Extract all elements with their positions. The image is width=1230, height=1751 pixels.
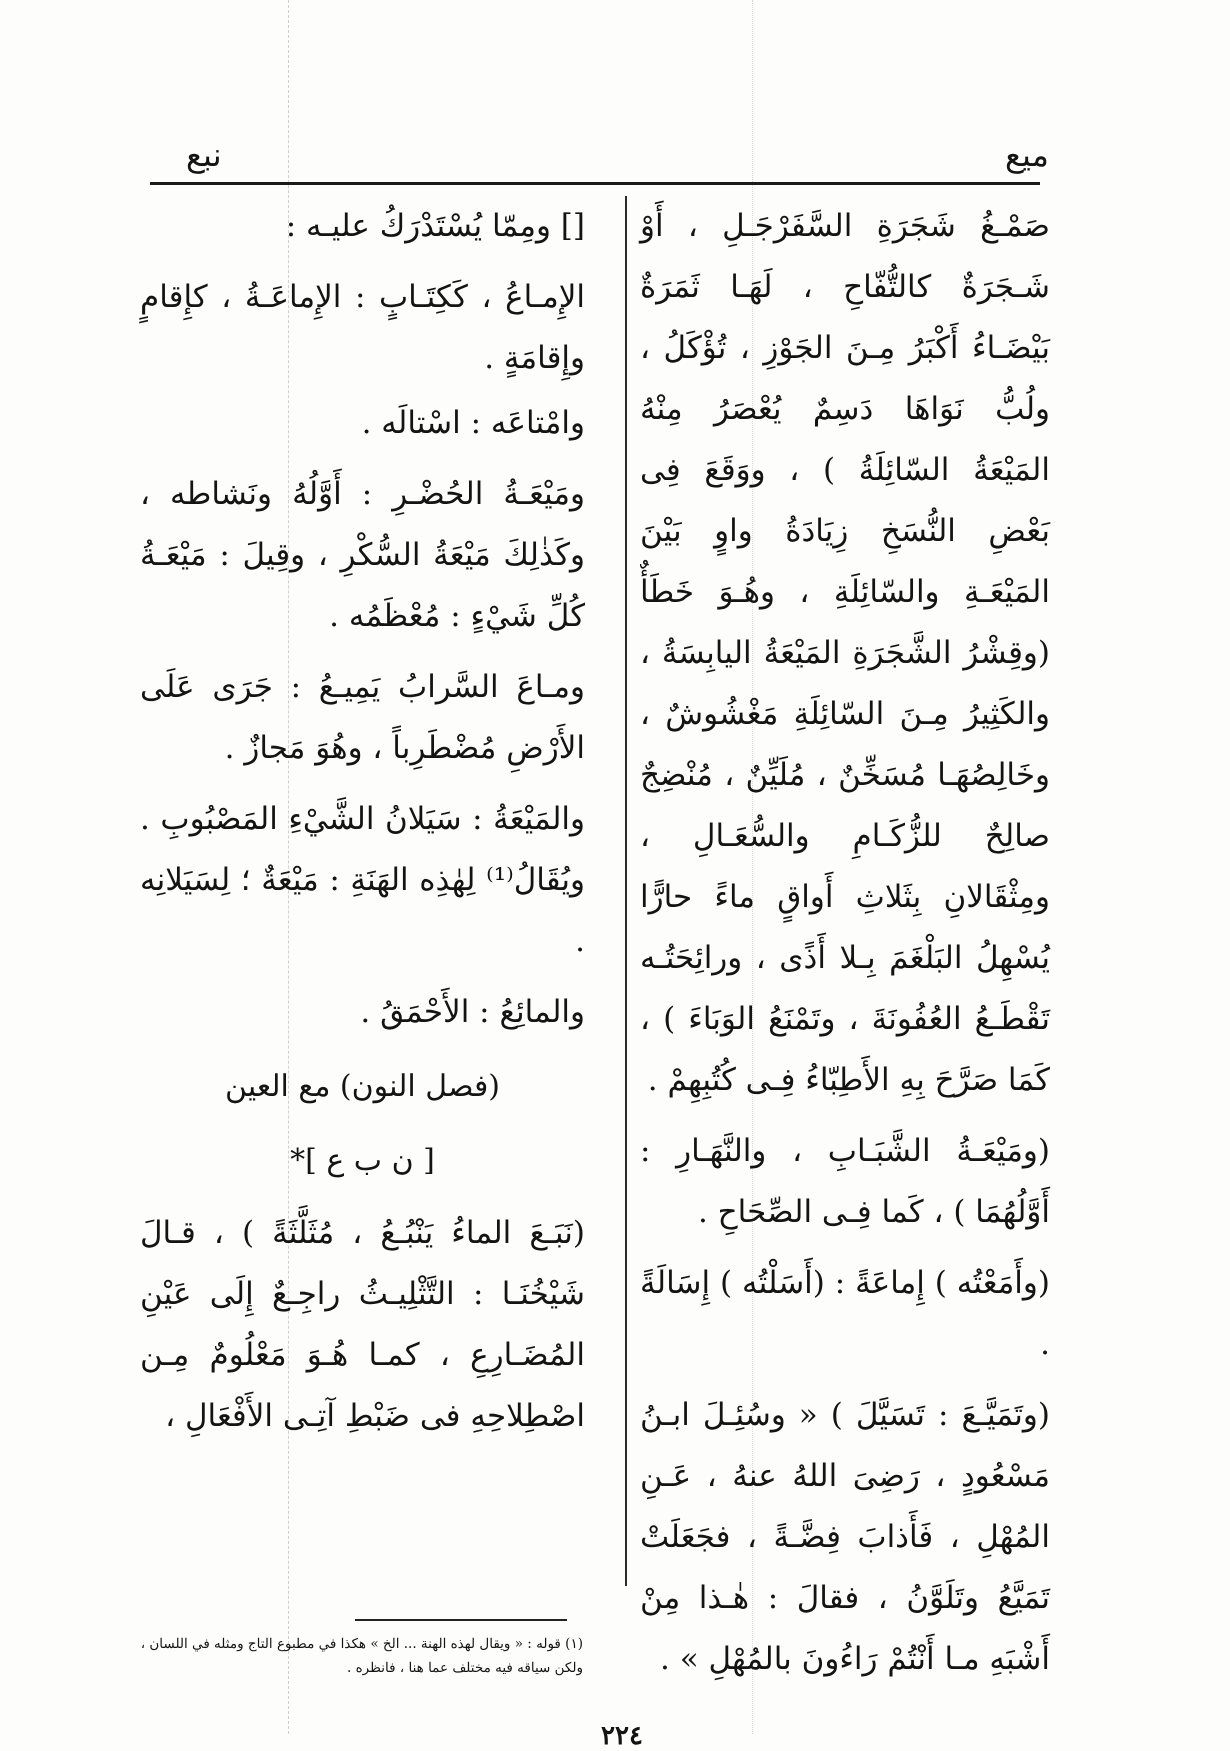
- footnote: (١) قوله : « ويقال لهذه الهنة ... الخ » هكذا في مطبوع التاج ومثله في اللسان ، ولكن سياقه فيه مختلف عما هنا ، فانظره .: [140, 1636, 583, 1676]
- entry-paragraph: وامْتاعَه : اسْتالَه .: [361, 405, 585, 441]
- left-column: [140, 196, 585, 1451]
- right-column: [640, 196, 1050, 1694]
- entry-paragraph: (وأَمَعْتُه ) إِماعَةً : (أَسَلْتُه ) إِسَالَةً .: [640, 1265, 1050, 1362]
- entry-paragraph: (ومَيْعَـةُ الشَّبَـابِ ، والنَّهَـارِ : أَوَّلُهُمَا ) ، كَما فِـى الصِّحَاحِ .: [640, 1133, 1050, 1230]
- addendum-intro: [] ومِمّا يُسْتَدْرَكُ عليـه :: [285, 208, 585, 244]
- running-head-left: نبع: [186, 136, 222, 174]
- entry-paragraph: صَمْـغُ شَجَرَةِ السَّفَرْجَـلِ ، أَوْ شَـجَرَةٌ كالتُّفّاحِ ، لَهَـا ثَمَرَةٌ بَيْضَـاءُ أَكْبَرُ مِـنَ الجَوْزِ ، تُؤْكَلُ ، ولُبُّ نَوَاهَا دَسِمٌ يُعْصَرُ مِنْهُ المَيْعَةُ السّائِلَةُ ) ، ووَقَعَ فِى بَعْضِ النُّسَخِ زِيَادَةُ واوٍ بَيْنَ المَيْعَـةِ والسّائِلَةِ ، وهُـوَ خَطَأٌ (وقِشْرُ الشَّجَرَةِ المَيْعَةُ اليابِسَةُ ، والكَثِيرُ مِـنَ السّائِلَةِ مَغْشُوشٌ ، وخَالِصُهَـا مُسَخِّنٌ ، مُلَيِّنٌ ، مُنْضِجٌ صالِحٌ للزُّكَـامِ والسُّعَـالِ ، ومِثْقَالانِ بِثَلاثِ أَواقٍ ماءً حارًّا يُسْهِلُ البَلْغَمَ بِـلا أَذًى ، ورائِحَتُـه تَقْطَـعُ العُفُونَةَ ، وتَمْنَعُ الوَبَاءَ ) ، كَمَا صَرَّحَ بِهِ الأَطِبّاءُ فِـى كُتُبِهِمْ .: [640, 208, 1050, 1098]
- entry-paragraph: (نَبَـعَ الماءُ يَنْبُـعُ ، مُثَلَّثَةً ) ، قـالَ شَيْخُنَـا : التَّثْلِيـثُ راجِـعٌ إِلَى عَيْنِ المُضَـارِعِ ، كمـا هُـوَ مَعْلُومٌ مِـن اصْطِلاحِهِ فى ضَبْطِ آتِـى الأَفْعَالِ ،: [140, 1215, 585, 1434]
- page-number: ٢٢٤: [601, 1721, 643, 1751]
- entry-paragraph: (وتَمَيَّـعَ : تَسَيَّلَ ) « وسُئِـلَ ابـنُ مَسْعُودٍ ، رَضِىَ اللهُ عنهُ ، عَـنِ المُهْلِ ، فَأَذابَ فِضَّـةً ، فجَعَلَتْ تَمَيَّعُ وتَلَوَّنُ ، فقالَ : هٰـذا مِنْ أَشْبَهِ مـا أَنْتُمْ رَاءُونَ بالمُهْلِ » .: [640, 1397, 1050, 1677]
- entry-root-heading: [ ن ب ع ]*: [290, 1143, 435, 1178]
- header-rule: [150, 182, 1040, 185]
- entry-paragraph: ومَيْعَـةُ الحُضْـرِ : أَوَّلُهُ ونَشاطه ، وكَذٰلِكَ مَيْعَةُ السُّكْرِ ، وقِيلَ : مَيْعَـةُ كُلِّ شَيْءٍ : مُعْظَمُه .: [140, 476, 585, 634]
- entry-paragraph: الإِمـاعُ ، كَكِتَـابٍ : الإِماعَـةُ ، كإِقامٍ وإِقامَةٍ .: [140, 279, 585, 376]
- entry-paragraph: ومـاعَ السَّرابُ يَمِيـعُ : جَرَى عَلَى الأَرْضِ مُضْطَرِباً ، وهُوَ مَجازٌ .: [140, 669, 585, 766]
- entry-paragraph: والمائِعُ : الأَحْمَقُ .: [360, 994, 585, 1030]
- section-heading: (فصل النون) مع العين: [224, 1069, 501, 1104]
- column-divider: [625, 196, 627, 1586]
- footnote-rule: [355, 1619, 567, 1621]
- running-head-right: ميع: [1005, 136, 1049, 174]
- entry-paragraph: والمَيْعَةُ : سَيَلانُ الشَّيْءِ المَصْبُوبِ . ويُقَالُ⁽¹⁾ لِهٰذِه الهَنَةِ : مَيْعَةٌ ؛ لِسَيَلانِه .: [140, 801, 585, 959]
